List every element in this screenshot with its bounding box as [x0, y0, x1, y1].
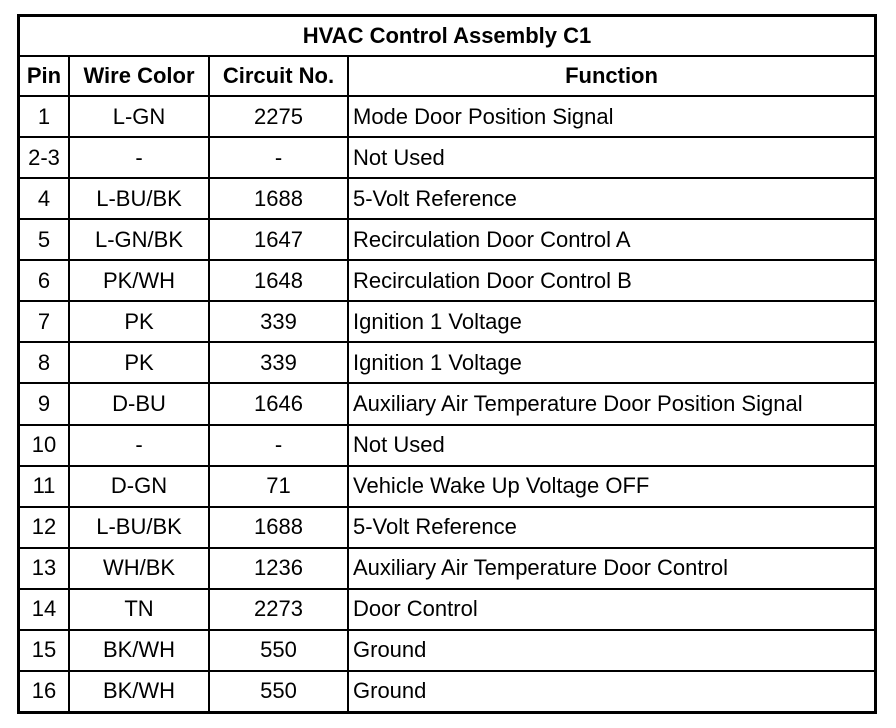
header-wire-color: Wire Color	[69, 56, 209, 96]
function-cell: Ground	[348, 671, 874, 711]
wire-color-cell: D-GN	[69, 466, 209, 507]
table-row	[20, 671, 874, 711]
function-cell: Recirculation Door Control A	[348, 219, 874, 260]
table-row	[20, 219, 874, 260]
header-circuit-no: Circuit No.	[209, 56, 348, 96]
wire-color-cell: PK/WH	[69, 260, 209, 301]
pin-cell: 15	[20, 630, 69, 671]
circuit-no-cell: 1688	[209, 178, 348, 219]
circuit-no-cell: 1648	[209, 260, 348, 301]
pin-cell: 2-3	[20, 137, 69, 178]
circuit-no-cell: 550	[209, 630, 348, 671]
table-row	[20, 301, 874, 342]
pin-cell: 9	[20, 383, 69, 424]
circuit-no-cell: 339	[209, 342, 348, 383]
wire-color-cell: -	[69, 137, 209, 178]
wire-color-cell: L-GN/BK	[69, 219, 209, 260]
table-row	[20, 507, 874, 548]
circuit-no-cell: -	[209, 425, 348, 466]
table-title: HVAC Control Assembly C1	[20, 17, 874, 56]
pin-cell: 16	[20, 671, 69, 711]
function-cell: 5-Volt Reference	[348, 507, 874, 548]
function-cell: Auxiliary Air Temperature Door Position Signal	[348, 383, 874, 424]
table-row	[20, 466, 874, 507]
function-cell: Door Control	[348, 589, 874, 630]
function-cell: Ground	[348, 630, 874, 671]
wire-color-cell: PK	[69, 342, 209, 383]
pin-cell: 6	[20, 260, 69, 301]
function-cell: Not Used	[348, 137, 874, 178]
wire-color-cell: L-BU/BK	[69, 507, 209, 548]
circuit-no-cell: 2275	[209, 96, 348, 137]
wire-color-cell: -	[69, 425, 209, 466]
table-row	[20, 260, 874, 301]
wire-color-cell: TN	[69, 589, 209, 630]
circuit-no-cell: 71	[209, 466, 348, 507]
function-cell: Recirculation Door Control B	[348, 260, 874, 301]
circuit-no-cell: 1688	[209, 507, 348, 548]
function-cell: Not Used	[348, 425, 874, 466]
function-cell: Ignition 1 Voltage	[348, 301, 874, 342]
pin-cell: 13	[20, 548, 69, 589]
wire-color-cell: WH/BK	[69, 548, 209, 589]
circuit-no-cell: 339	[209, 301, 348, 342]
pin-cell: 7	[20, 301, 69, 342]
pinout-table	[20, 17, 874, 711]
pin-cell: 12	[20, 507, 69, 548]
circuit-no-cell: 550	[209, 671, 348, 711]
circuit-no-cell: 1236	[209, 548, 348, 589]
header-pin: Pin	[20, 56, 69, 96]
title-row	[20, 17, 874, 56]
circuit-no-cell: 1646	[209, 383, 348, 424]
circuit-no-cell: -	[209, 137, 348, 178]
wire-color-cell: PK	[69, 301, 209, 342]
pin-cell: 8	[20, 342, 69, 383]
wire-color-cell: D-BU	[69, 383, 209, 424]
connector-pinout-table	[17, 14, 877, 714]
function-cell: Mode Door Position Signal	[348, 96, 874, 137]
header-function: Function	[348, 56, 874, 96]
function-cell: 5-Volt Reference	[348, 178, 874, 219]
header-row	[20, 56, 874, 96]
table-row	[20, 137, 874, 178]
table-row	[20, 589, 874, 630]
pin-cell: 10	[20, 425, 69, 466]
circuit-no-cell: 1647	[209, 219, 348, 260]
circuit-no-cell: 2273	[209, 589, 348, 630]
pin-cell: 4	[20, 178, 69, 219]
function-cell: Auxiliary Air Temperature Door Control	[348, 548, 874, 589]
wire-color-cell: L-GN	[69, 96, 209, 137]
table-row	[20, 383, 874, 424]
pin-cell: 11	[20, 466, 69, 507]
pin-cell: 14	[20, 589, 69, 630]
table-row	[20, 548, 874, 589]
table-row	[20, 630, 874, 671]
function-cell: Ignition 1 Voltage	[348, 342, 874, 383]
function-cell: Vehicle Wake Up Voltage OFF	[348, 466, 874, 507]
table-row	[20, 342, 874, 383]
table-row	[20, 425, 874, 466]
wire-color-cell: L-BU/BK	[69, 178, 209, 219]
wire-color-cell: BK/WH	[69, 671, 209, 711]
table-row	[20, 96, 874, 137]
table-row	[20, 178, 874, 219]
pin-cell: 1	[20, 96, 69, 137]
pin-cell: 5	[20, 219, 69, 260]
wire-color-cell: BK/WH	[69, 630, 209, 671]
